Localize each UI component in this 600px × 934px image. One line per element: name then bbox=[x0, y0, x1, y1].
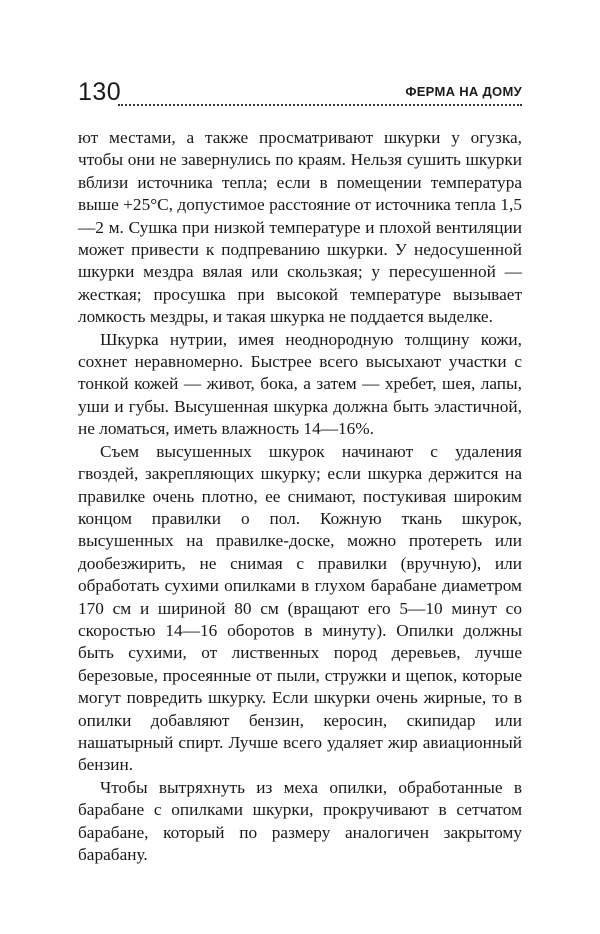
body-text bbox=[78, 127, 522, 866]
paragraph-3: Съем высушенных шкурок начинают с удаления гвоздей, закрепляющих шкурку; если шкурка держится на правилке очень плотно, ее снимают, постукивая широким концом правилки о пол. Кожную ткань шкурок, высушенных на правилке-доске, можно протереть или дообезжирить, не снимая с правилки (вручную), или обработать сухими опилками в глухом барабане диаметром 170 см и шириной 80 см (вращают его 5—10 минут со скоростью 14—16 оборотов в минуту). Опилки должны быть сухими, от лиственных пород деревьев, лучше березовые, просеянные от пыли, стружки и щепок, которые могут повредить шкурку. Если шкурки очень жирные, то в опилки добавляют бензин, керосин, скипидар или нашатырный спирт. Лучше всего удаляет жир авиационный бензин. bbox=[78, 441, 522, 775]
header-rule bbox=[118, 104, 522, 106]
running-title: ФЕРМА НА ДОМУ bbox=[405, 84, 522, 99]
paragraph-2: Шкурка нутрии, имея неоднородную толщину кожи, сохнет неравномерно. Быстрее всего высыхают участки с тонкой кожей — живот, бока, а затем — хребет, шея, лапы, уши и губы. Высушенная шкурка должна быть эластичной, не ломаться, иметь влажность 14—16%. bbox=[78, 329, 522, 439]
page-number: 130 bbox=[78, 78, 122, 106]
paragraph-1: ют местами, а также просматривают шкурки у огузка, чтобы они не завернулись по краям. Нельзя сушить шкурки вблизи источника тепла; если в помещении температура выше +25°С, допустимое расстояние от источника тепла 1,5—2 м. Сушка при низкой температуре и плохой вентиляции может привести к подпреванию шкурки. У недосушенной шкурки мездра вялая или скользкая; у пересушенной — жесткая; просушка при высокой температуре вызывает ломкость мездры, и такая шкурка не поддается выделке. bbox=[78, 128, 522, 327]
page-header bbox=[78, 78, 522, 110]
paragraph-4: Чтобы вытряхнуть из меха опилки, обработанные в барабане с опилками шкурки, прокручивают в сетчатом барабане, который по размеру аналогичен закрытому барабану. bbox=[78, 777, 522, 864]
